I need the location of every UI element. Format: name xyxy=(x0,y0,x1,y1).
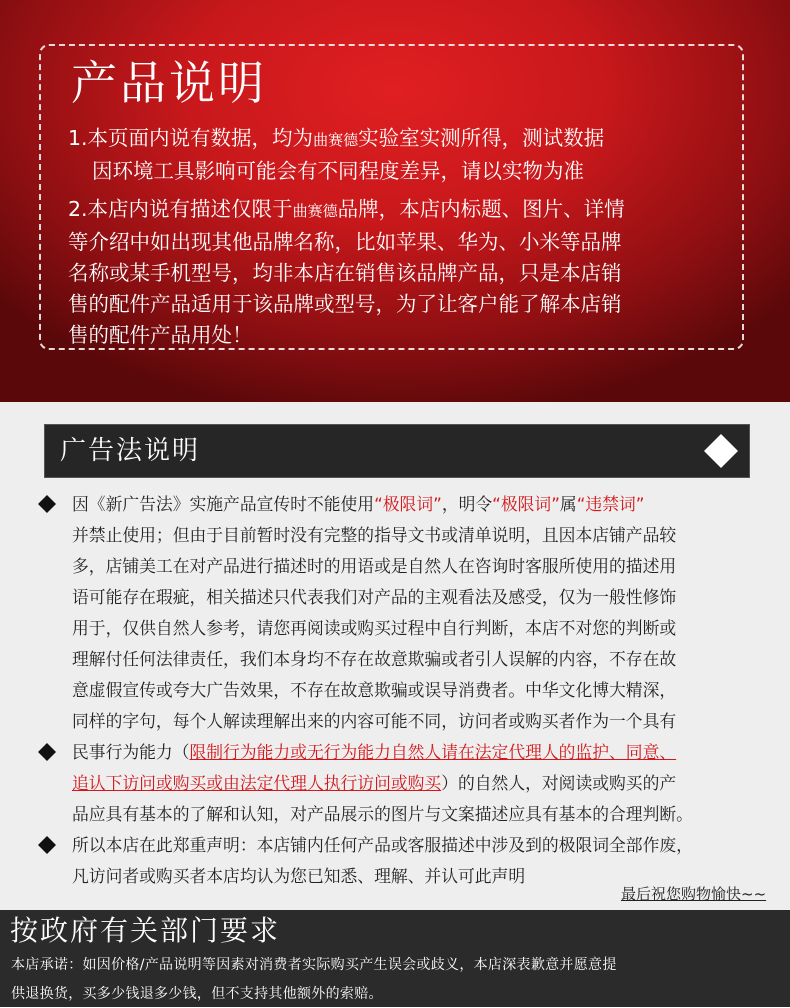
ad-law-line-10 xyxy=(72,768,676,798)
diamond-icon xyxy=(703,433,739,469)
keyword-extreme-words: “极限词” xyxy=(374,494,442,514)
ad-law-banner xyxy=(44,424,750,478)
ad-law-line-9 xyxy=(72,737,676,767)
brand-name: 曲赛德 xyxy=(292,202,338,220)
guardian-notice: 追认下访问或购买或由法定代理人执行访问或购买 xyxy=(72,773,442,793)
note1-prefix: 1.本页面内说有数据，均为 xyxy=(68,126,314,150)
note2-line2: 等介绍中如出现其他品牌名称，比如苹果、华为、小米等品牌 xyxy=(68,230,622,254)
ad-law-line-11: 品应具有基本的了解和认知，对产品展示的图片与文案描述应具有基本的合理判断。 xyxy=(72,804,693,824)
diamond-bullet-icon xyxy=(37,494,57,514)
note2-line5: 售的配件产品用处！ xyxy=(68,323,253,347)
text: 因《新广告法》实施产品宣传时不能使用 xyxy=(72,494,375,514)
product-note-1 xyxy=(68,123,604,187)
keyword-extreme-words: “极限词” xyxy=(492,494,560,514)
ad-law-title: 广告法说明 xyxy=(60,436,201,466)
diamond-bullet-icon xyxy=(37,742,57,762)
product-note-2 xyxy=(68,194,625,351)
gov-title: 按政府有关部门要求 xyxy=(10,914,281,947)
text: ，明令 xyxy=(441,494,493,514)
note2-line3: 名称或某手机型号，均非本店在销售该品牌产品，只是本店销 xyxy=(68,261,622,285)
text: ）的自然人，对阅读或购买的产 xyxy=(441,773,677,793)
ad-law-line-12: 所以本店在此郑重声明：本店铺内任何产品或客服描述中涉及到的极限词全部作废， xyxy=(72,835,693,855)
keyword-banned-words: “违禁词” xyxy=(576,494,645,514)
text: 属 xyxy=(559,494,577,514)
note1-suffix: 实验室实测所得，测试数据 xyxy=(358,126,605,150)
gov-line-1: 本店承诺：如因价格/产品说明等因素对消费者实际购买产生误会或歧义，本店深表歉意并愿意提 xyxy=(11,957,617,973)
ad-law-line-4: 语可能存在瑕疵，相关描述只代表我们对产品的主观看法及感受，仅为一般性修饰 xyxy=(72,587,677,607)
ad-law-line-3: 多，店铺美工在对产品进行描述时的用语或是自然人在咨询时客服所使用的描述用 xyxy=(72,556,677,576)
ad-law-line-7: 意虚假宣传或夸大广告效果，不存在故意欺骗或误导消费者。中华文化博大精深， xyxy=(72,680,677,700)
note2-prefix: 2.本店内说有描述仅限于 xyxy=(68,197,293,221)
ad-law-line-6: 理解付任何法律责任，我们本身均不存在故意欺骗或者引人误解的内容，不存在故 xyxy=(72,649,677,669)
note2-suffix: 品牌，本店内标题、图片、详情 xyxy=(337,197,625,221)
ad-law-line-1 xyxy=(72,489,644,519)
ad-law-line-8: 同样的字句，每个人解读理解出来的内容可能不同，访问者或购买者作为一个具有 xyxy=(72,711,677,731)
note1-line2: 因环境工具影响可能会有不同程度差异，请以实物为准 xyxy=(92,159,584,183)
note2-line4: 售的配件产品适用于该品牌或型号，为了让客户能了解本店销 xyxy=(68,292,622,316)
product-title: 产品说明 xyxy=(71,56,267,110)
ad-law-line-13: 凡访问者或购买者本店均认为您已知悉、理解、并认可此声明 xyxy=(72,866,526,886)
gov-line-2: 供退换货，买多少钱退多少钱，但不支持其他额外的索赔。 xyxy=(11,986,383,1002)
ad-law-line-2: 并禁止使用；但由于目前暂时没有完整的指导文书或清单说明，且因本店铺产品较 xyxy=(72,525,677,545)
closing-wish: 最后祝您购物愉快~~ xyxy=(621,885,767,903)
diamond-bullet-icon xyxy=(37,835,57,855)
guardian-notice: 限制行为能力或无行为能力自然人请在法定代理人的监护、同意、 xyxy=(189,742,677,762)
gov-requirement-section xyxy=(0,910,790,1007)
text: 民事行为能力（ xyxy=(72,742,190,762)
brand-name: 曲赛德 xyxy=(313,131,359,149)
ad-law-line-5: 用于，仅供自然人参考，请您再阅读或购买过程中自行判断，本店不对您的判断或 xyxy=(72,618,677,638)
